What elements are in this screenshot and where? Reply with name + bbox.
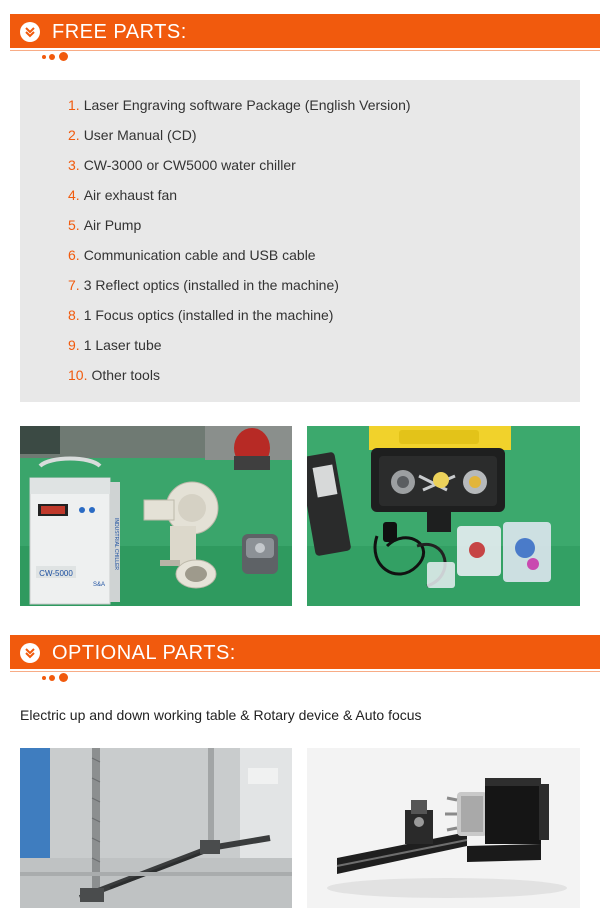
list-item: 5. Air Pump: [68, 217, 142, 233]
optional-parts-description: Electric up and down working table & Rotary device & Auto focus: [20, 707, 422, 723]
section-title: FREE PARTS:: [52, 21, 187, 43]
list-item: 9. 1 Laser tube: [68, 337, 162, 353]
list-item: 10. Other tools: [68, 367, 160, 383]
double-chevron-down-icon: [20, 643, 40, 663]
list-item: 8. 1 Focus optics (installed in the machine): [68, 307, 334, 323]
list-item: 2. User Manual (CD): [68, 127, 197, 143]
free-parts-header: [0, 14, 600, 56]
list-item: 7. 3 Reflect optics (installed in the machine): [68, 277, 339, 293]
header-underline: [10, 671, 600, 672]
free-parts-list: [68, 96, 411, 396]
list-item: 3. CW-3000 or CW5000 water chiller: [68, 157, 296, 173]
optional-parts-header: [0, 635, 600, 677]
list-item: 6. Communication cable and USB cable: [68, 247, 316, 263]
lifting-table-photo: [20, 748, 292, 908]
header-underline: [10, 50, 600, 51]
header-dots-decoration: [42, 52, 82, 62]
list-item: 4. Air exhaust fan: [68, 187, 178, 203]
rotary-device-photo: [307, 748, 580, 908]
svg-text:S&A: S&A: [93, 582, 106, 588]
double-chevron-down-icon: [20, 22, 40, 42]
svg-text:CW-5000: CW-5000: [39, 569, 73, 578]
header-dots-decoration: [42, 673, 82, 683]
section-title: OPTIONAL PARTS:: [52, 642, 236, 664]
toolbox-accessories-photo: [307, 426, 580, 606]
svg-text:INDUSTRIAL CHILLER: INDUSTRIAL CHILLER: [113, 517, 119, 571]
chiller-fan-pump-photo: [20, 426, 292, 606]
list-item: 1. Laser Engraving software Package (English Version): [68, 97, 411, 113]
free-parts-list-box: [20, 80, 580, 402]
